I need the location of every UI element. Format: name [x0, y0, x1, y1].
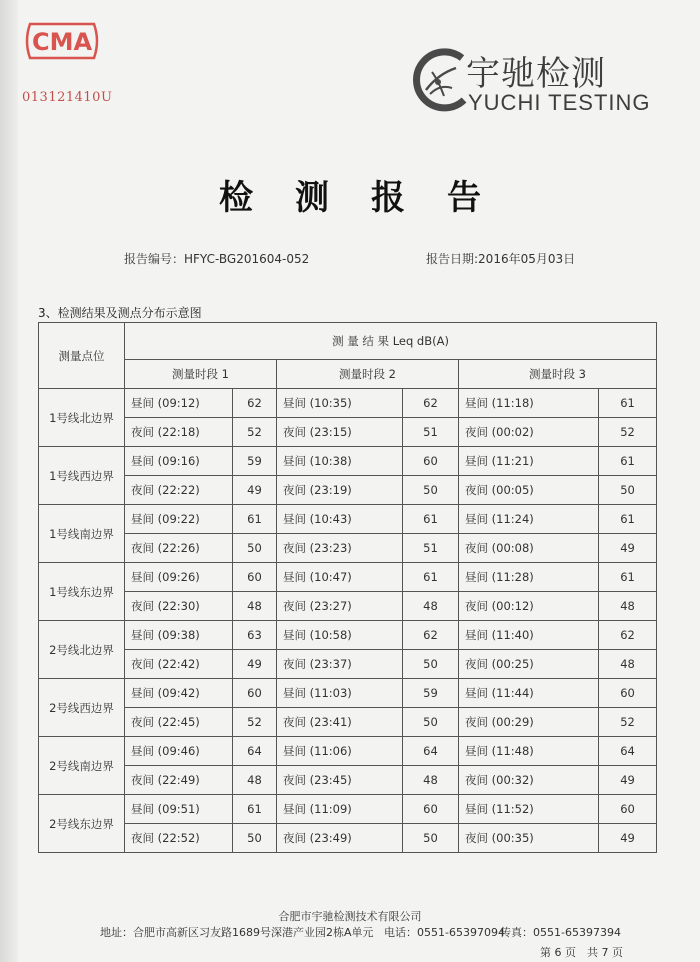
day-time-label: 昼间 (11:52)	[459, 795, 599, 824]
day-time-label: 昼间 (09:22)	[125, 505, 233, 534]
night-time-label: 夜间 (00:29)	[459, 708, 599, 737]
day-value: 60	[403, 447, 459, 476]
night-time-label: 夜间 (00:35)	[459, 824, 599, 853]
day-value: 62	[403, 621, 459, 650]
night-time-label: 夜间 (22:52)	[125, 824, 233, 853]
night-time-label: 夜间 (22:49)	[125, 766, 233, 795]
header-period-1: 测量时段 1	[125, 360, 277, 389]
day-time-label: 昼间 (09:16)	[125, 447, 233, 476]
day-value: 61	[599, 505, 657, 534]
night-value: 51	[403, 418, 459, 447]
day-time-label: 昼间 (09:38)	[125, 621, 233, 650]
measure-point: 1号线北边界	[39, 389, 125, 447]
report-date: 报告日期:2016年05月03日	[426, 252, 576, 266]
day-time-label: 昼间 (09:46)	[125, 737, 233, 766]
day-value: 64	[233, 737, 277, 766]
table-row	[39, 476, 657, 505]
day-time-label: 昼间 (11:44)	[459, 679, 599, 708]
day-time-label: 昼间 (11:40)	[459, 621, 599, 650]
day-time-label: 昼间 (10:47)	[277, 563, 403, 592]
night-time-label: 夜间 (00:25)	[459, 650, 599, 679]
day-value: 62	[599, 621, 657, 650]
night-value: 52	[233, 418, 277, 447]
day-value: 59	[403, 679, 459, 708]
table-row	[39, 737, 657, 766]
logo-name-cn: 宇驰检测	[466, 54, 606, 94]
night-time-label: 夜间 (23:15)	[277, 418, 403, 447]
table-row	[39, 563, 657, 592]
day-time-label: 昼间 (10:38)	[277, 447, 403, 476]
night-value: 52	[233, 708, 277, 737]
table-row	[39, 679, 657, 708]
day-value: 61	[403, 505, 459, 534]
table-header-row	[39, 323, 657, 360]
cma-stamp-text: CMA	[31, 28, 93, 56]
night-value: 49	[233, 650, 277, 679]
day-time-label: 昼间 (09:26)	[125, 563, 233, 592]
table-period-row	[39, 360, 657, 389]
header-result: 测 量 结 果 Leq dB(A)	[125, 323, 657, 360]
night-value: 49	[599, 824, 657, 853]
day-value: 60	[599, 795, 657, 824]
day-time-label: 昼间 (10:43)	[277, 505, 403, 534]
night-time-label: 夜间 (23:27)	[277, 592, 403, 621]
night-value: 50	[403, 824, 459, 853]
day-time-label: 昼间 (09:42)	[125, 679, 233, 708]
night-value: 50	[233, 534, 277, 563]
night-time-label: 夜间 (23:19)	[277, 476, 403, 505]
logo-name-en: YUCHI TESTING	[468, 90, 651, 115]
table-row	[39, 592, 657, 621]
measure-point: 2号线南边界	[39, 737, 125, 795]
document-title: 检测报告	[219, 178, 523, 218]
header-point: 测量点位	[39, 323, 125, 389]
night-value: 49	[233, 476, 277, 505]
night-value: 48	[233, 592, 277, 621]
cma-number: 013121410U	[22, 90, 113, 105]
yuchi-logo	[404, 44, 654, 120]
night-value: 50	[403, 650, 459, 679]
day-time-label: 昼间 (11:09)	[277, 795, 403, 824]
footer-company: 合肥市宇驰检测技术有限公司	[278, 910, 422, 923]
night-value: 49	[599, 766, 657, 795]
day-value: 59	[233, 447, 277, 476]
table-row	[39, 650, 657, 679]
day-time-label: 昼间 (10:58)	[277, 621, 403, 650]
night-value: 52	[599, 418, 657, 447]
day-value: 64	[599, 737, 657, 766]
table-row	[39, 505, 657, 534]
night-time-label: 夜间 (00:12)	[459, 592, 599, 621]
night-value: 48	[233, 766, 277, 795]
day-value: 62	[233, 389, 277, 418]
table-row	[39, 766, 657, 795]
measure-point: 2号线西边界	[39, 679, 125, 737]
table-row	[39, 534, 657, 563]
day-value: 61	[403, 563, 459, 592]
table-row	[39, 824, 657, 853]
table-row	[39, 708, 657, 737]
section-title: 3、检测结果及测点分布示意图	[38, 306, 202, 320]
day-value: 61	[599, 447, 657, 476]
page-edge	[0, 0, 18, 962]
table-row	[39, 447, 657, 476]
day-time-label: 昼间 (11:21)	[459, 447, 599, 476]
day-time-label: 昼间 (11:28)	[459, 563, 599, 592]
night-time-label: 夜间 (22:26)	[125, 534, 233, 563]
night-time-label: 夜间 (22:45)	[125, 708, 233, 737]
night-time-label: 夜间 (23:45)	[277, 766, 403, 795]
header-period-2: 测量时段 2	[277, 360, 459, 389]
measure-point: 1号线西边界	[39, 447, 125, 505]
day-value: 61	[599, 389, 657, 418]
day-time-label: 昼间 (09:51)	[125, 795, 233, 824]
night-value: 48	[403, 592, 459, 621]
night-time-label: 夜间 (22:42)	[125, 650, 233, 679]
report-number: 报告编号：HFYC-BG201604-052	[124, 252, 310, 266]
night-value: 50	[403, 476, 459, 505]
night-value: 48	[403, 766, 459, 795]
page-number: 第 6 页 共 7 页	[540, 946, 623, 959]
night-time-label: 夜间 (23:41)	[277, 708, 403, 737]
day-time-label: 昼间 (11:06)	[277, 737, 403, 766]
night-time-label: 夜间 (00:05)	[459, 476, 599, 505]
day-time-label: 昼间 (11:03)	[277, 679, 403, 708]
results-table	[38, 322, 657, 853]
measure-point: 1号线东边界	[39, 563, 125, 621]
day-value: 61	[233, 505, 277, 534]
table-row	[39, 389, 657, 418]
measure-point: 2号线北边界	[39, 621, 125, 679]
measure-point: 2号线东边界	[39, 795, 125, 853]
night-time-label: 夜间 (00:02)	[459, 418, 599, 447]
day-value: 63	[233, 621, 277, 650]
day-value: 62	[403, 389, 459, 418]
footer-tel: 电话：0551-65397094	[384, 926, 505, 939]
night-time-label: 夜间 (22:30)	[125, 592, 233, 621]
day-value: 60	[599, 679, 657, 708]
night-time-label: 夜间 (22:18)	[125, 418, 233, 447]
day-time-label: 昼间 (11:24)	[459, 505, 599, 534]
night-value: 48	[599, 592, 657, 621]
night-value: 49	[599, 534, 657, 563]
night-value: 50	[599, 476, 657, 505]
day-time-label: 昼间 (09:12)	[125, 389, 233, 418]
footer-address: 地址：合肥市高新区习友路1689号深港产业园2栋A单元	[100, 926, 374, 939]
cma-stamp-icon	[22, 18, 102, 64]
night-value: 51	[403, 534, 459, 563]
day-value: 60	[403, 795, 459, 824]
night-time-label: 夜间 (00:08)	[459, 534, 599, 563]
day-value: 61	[599, 563, 657, 592]
header-period-3: 测量时段 3	[459, 360, 657, 389]
night-value: 50	[233, 824, 277, 853]
day-value: 60	[233, 679, 277, 708]
day-value: 60	[233, 563, 277, 592]
day-value: 64	[403, 737, 459, 766]
measure-point: 1号线南边界	[39, 505, 125, 563]
night-time-label: 夜间 (23:49)	[277, 824, 403, 853]
night-time-label: 夜间 (23:23)	[277, 534, 403, 563]
night-value: 50	[403, 708, 459, 737]
day-time-label: 昼间 (11:48)	[459, 737, 599, 766]
night-time-label: 夜间 (23:37)	[277, 650, 403, 679]
table-row	[39, 795, 657, 824]
table-row	[39, 418, 657, 447]
footer-fax: 传真：0551-65397394	[500, 926, 621, 939]
night-value: 48	[599, 650, 657, 679]
day-value: 61	[233, 795, 277, 824]
night-value: 52	[599, 708, 657, 737]
day-time-label: 昼间 (11:18)	[459, 389, 599, 418]
day-time-label: 昼间 (10:35)	[277, 389, 403, 418]
table-row	[39, 621, 657, 650]
night-time-label: 夜间 (00:32)	[459, 766, 599, 795]
night-time-label: 夜间 (22:22)	[125, 476, 233, 505]
